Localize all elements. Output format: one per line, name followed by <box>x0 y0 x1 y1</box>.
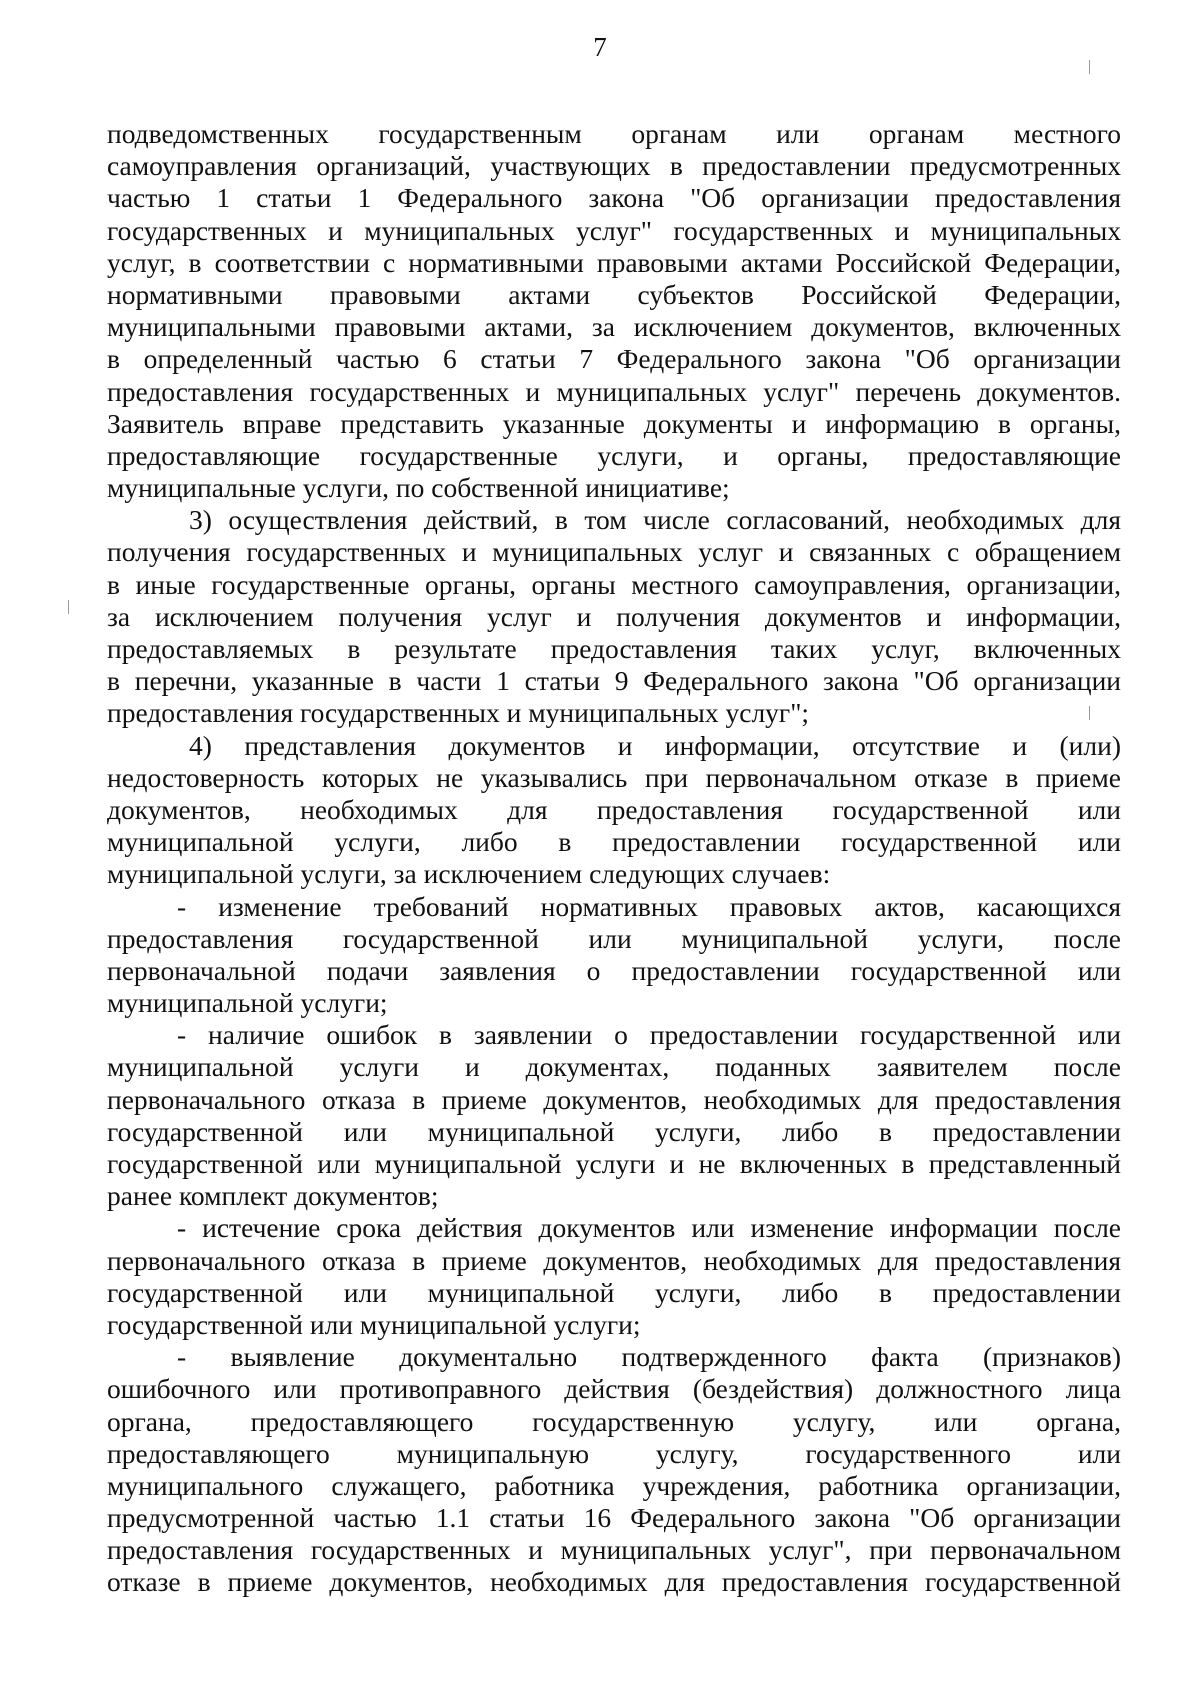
text-line: - выявление документально подтвержденного факта (признаков) <box>177 1341 1121 1373</box>
text-line: государственных и муниципальных услуг" государственных и муниципальных <box>107 214 1121 246</box>
text-line: - изменение требований нормативных правовых актов, касающихся <box>177 890 1121 922</box>
text-line: муниципальной услуги и документах, поданных заявителем после <box>107 1051 1121 1083</box>
text-line: частью 1 статьи 1 Федерального закона "Об организации предоставления <box>107 182 1121 214</box>
text-line: государственной или муниципальной услуги; <box>107 1308 641 1340</box>
text-line: муниципальной услуги; <box>107 987 388 1019</box>
text-line: 4) представления документов и информации, отсутствие и (или) <box>189 729 1121 761</box>
text-line: первоначального отказа в приеме документов, необходимых для предоставления <box>107 1244 1121 1276</box>
text-line: - истечение срока действия документов или изменение информации после <box>177 1212 1121 1244</box>
text-line: предусмотренной частью 1.1 статьи 16 Федерального закона "Об организации <box>107 1502 1121 1534</box>
text-line: предоставления государственных и муниципальных услуг" перечень документов. <box>107 375 1121 407</box>
text-line: государственной или муниципальной услуги, либо в предоставлении <box>107 1115 1121 1147</box>
text-line: Заявитель вправе представить указанные документы и информацию в органы, <box>107 407 1121 439</box>
text-line: документов, необходимых для предоставления государственной или <box>107 793 1121 825</box>
text-line: в перечни, указанные в части 1 статьи 9 Федерального закона "Об организации <box>107 665 1121 697</box>
text-line: предоставления государственных и муниципальных услуг", при первоначальном <box>107 1534 1121 1566</box>
text-line: нормативными правовыми актами субъектов Российской Федерации, <box>107 278 1121 310</box>
text-line: органа, предоставляющего государственную услугу, или органа, <box>107 1405 1121 1437</box>
text-line: муниципальной услуги, либо в предоставлении государственной или <box>107 826 1121 858</box>
text-line: предоставляющие государственные услуги, и органы, предоставляющие <box>107 439 1121 471</box>
text-line: в определенный частью 6 статьи 7 Федерального закона "Об организации <box>107 343 1121 375</box>
text-line: 3) осуществления действий, в том числе согласований, необходимых для <box>189 504 1121 536</box>
text-line: ранее комплект документов; <box>107 1180 439 1212</box>
text-line: первоначального отказа в приеме документов, необходимых для предоставления <box>107 1083 1121 1115</box>
text-line: получения государственных и муниципальных услуг и связанных с обращением <box>107 536 1121 568</box>
text-line: муниципальной услуги, за исключением следующих случаев: <box>107 858 831 890</box>
text-line: первоначальной подачи заявления о предоставлении государственной или <box>107 954 1121 986</box>
text-line: в иные государственные органы, органы местного самоуправления, организации, <box>107 568 1121 600</box>
text-line: ошибочного или противоправного действия (бездействия) должностного лица <box>107 1373 1121 1405</box>
text-line: предоставляемых в результате предоставления таких услуг, включенных <box>107 633 1121 664</box>
text-line: подведомственных государственным органам или органам местного <box>107 118 1121 149</box>
text-line: государственной или муниципальной услуги и не включенных в представленный <box>107 1148 1121 1179</box>
text-line: муниципального служащего, работника учреждения, работника организации, <box>107 1469 1121 1501</box>
document-body <box>107 118 1121 1599</box>
text-line: за исключением получения услуг и получения документов и информации, <box>107 600 1121 632</box>
text-line: предоставления государственных и муниципальных услуг"; <box>107 697 810 729</box>
text-line: недостоверность которых не указывались при первоначальном отказе в приеме <box>107 761 1121 793</box>
text-line: муниципальными правовыми актами, за исключением документов, включенных <box>107 311 1121 343</box>
text-line: услуг, в соответствии с нормативными правовыми актами Российской Федерации, <box>107 246 1121 278</box>
page-number: 7 <box>593 32 607 62</box>
text-line: предоставления государственной или муниципальной услуги, после <box>107 922 1121 954</box>
text-line: - наличие ошибок в заявлении о предоставлении государственной или <box>177 1019 1121 1051</box>
text-line: отказе в приеме документов, необходимых для предоставления государственной <box>107 1566 1121 1598</box>
scan-mark <box>68 600 69 614</box>
text-line: самоуправления организаций, участвующих в предоставлении предусмотренных <box>107 150 1121 182</box>
text-line: предоставляющего муниципальную услугу, государственного или <box>107 1437 1121 1469</box>
text-line: государственной или муниципальной услуги, либо в предоставлении <box>107 1276 1121 1308</box>
scan-mark <box>1089 60 1090 74</box>
text-line: муниципальные услуги, по собственной инициативе; <box>107 472 730 504</box>
